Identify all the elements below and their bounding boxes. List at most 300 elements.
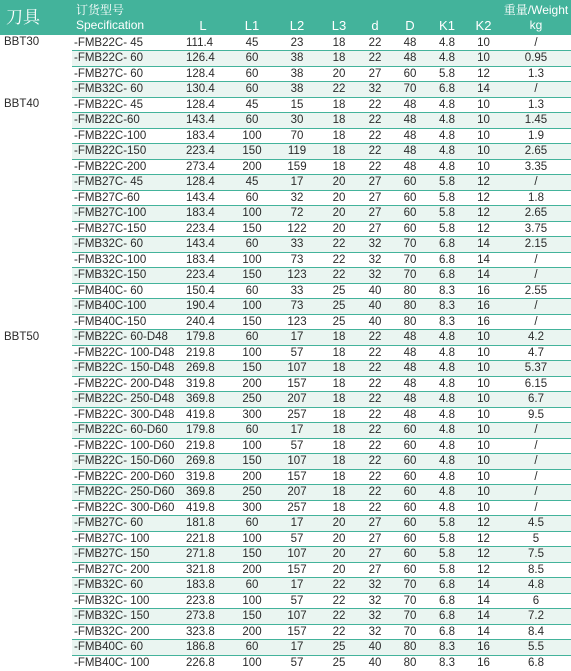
cell-l3: 22 [320,268,358,284]
cell-d-large: 80 [392,299,428,315]
header-k2: K2 [475,18,492,33]
cell-l1: 150 [230,314,274,330]
cell-l3: 20 [320,531,358,547]
cell-d-small: 32 [358,609,392,625]
cell-d-small: 22 [358,128,392,144]
cell-d-small: 32 [358,268,392,284]
cell-d-small: 40 [358,640,392,656]
cell-l3: 18 [320,438,358,454]
cell-l3: 18 [320,376,358,392]
cell-l1: 60 [230,283,274,299]
cell-l: 219.8 [176,438,230,454]
table-row [0,175,571,191]
cell-k2: 12 [466,175,501,191]
cell-l1: 100 [230,206,274,222]
header-weight-unit: kg [529,18,543,32]
cell-l2: 17 [274,330,320,346]
cell-l1: 100 [230,531,274,547]
table-row [0,376,571,392]
header-l: L [199,18,207,33]
cell-weight: 9.5 [501,407,571,423]
cell-k2: 10 [466,97,501,113]
cell-k2: 16 [466,283,501,299]
cell-d-large: 48 [392,407,428,423]
cell-d-small: 22 [358,392,392,408]
cell-spec: -FMB32C- 200 [72,624,176,640]
cell-l3: 20 [320,190,358,206]
header-weight [501,0,571,35]
cell-l: 323.8 [176,624,230,640]
cell-d-large: 70 [392,609,428,625]
table-row [0,593,571,609]
cell-k1: 6.8 [428,609,466,625]
cell-l: 190.4 [176,299,230,315]
table-row [0,624,571,640]
header-spec-en: Specification [76,18,145,32]
table-row [0,314,571,330]
cell-l2: 17 [274,423,320,439]
cell-weight: 4.7 [501,345,571,361]
cell-d-large: 60 [392,423,428,439]
cell-k2: 14 [466,268,501,284]
table-row [0,144,571,160]
cell-l1: 150 [230,361,274,377]
cell-spec: -FMB32C-100 [72,252,176,268]
cell-l2: 57 [274,438,320,454]
cell-weight: 7.5 [501,547,571,563]
cell-l1: 60 [230,66,274,82]
cell-spec: -FMB22C- 60 [72,51,176,67]
cell-l1: 100 [230,655,274,671]
cell-spec: -FMB32C-150 [72,268,176,284]
cell-spec: -FMB40C-100 [72,299,176,315]
cell-spec: -FMB22C- 60-D48 [72,330,176,346]
cell-k2: 12 [466,206,501,222]
cell-k1: 6.8 [428,237,466,253]
cell-l1: 60 [230,330,274,346]
cell-d-large: 60 [392,438,428,454]
cell-k1: 5.8 [428,562,466,578]
cell-l2: 38 [274,66,320,82]
cell-k2: 16 [466,299,501,315]
cell-l1: 100 [230,299,274,315]
cell-l2: 33 [274,237,320,253]
cell-spec: -FMB32C- 60 [72,237,176,253]
cell-l1: 150 [230,547,274,563]
cell-d-small: 22 [358,361,392,377]
cell-l: 273.8 [176,609,230,625]
cell-spec: -FMB40C- 100 [72,655,176,671]
cell-d-small: 32 [358,624,392,640]
cell-d-small: 27 [358,516,392,532]
header-spec-cn: 订货型号 [76,3,125,17]
cell-k2: 12 [466,66,501,82]
cell-k2: 12 [466,547,501,563]
cell-l1: 150 [230,609,274,625]
cell-l: 150.4 [176,283,230,299]
cell-l1: 60 [230,113,274,129]
cell-weight: 1.3 [501,97,571,113]
cell-weight: / [501,252,571,268]
cell-d-small: 22 [368,36,382,49]
cell-spec: -FMB22C- 100-D48 [74,346,175,359]
cell-l3: 18 [320,113,358,129]
cell-l1: 60 [230,51,274,67]
table-row [0,609,571,625]
cell-k1: 4.8 [428,144,466,160]
cell-l3: 20 [320,221,358,237]
cell-l: 419.8 [176,500,230,516]
cell-l: 419.8 [176,407,230,423]
cell-l3: 22 [320,624,358,640]
cell-l1: 45 [230,175,274,191]
table-row [0,51,571,67]
cell-l3: 22 [320,593,358,609]
cell-k2: 12 [466,531,501,547]
cell-spec: -FMB22C-200 [72,159,176,175]
header-row [0,0,571,35]
cell-d-large: 60 [392,547,428,563]
cell-k1: 4.8 [428,392,466,408]
cell-weight: / [501,423,571,439]
cell-k2: 10 [466,159,501,175]
cell-l3: 18 [320,500,358,516]
cell-l2: 159 [274,159,320,175]
cell-l3: 18 [320,485,358,501]
cell-l2: 123 [274,268,320,284]
cell-l2: 57 [274,593,320,609]
cell-l3: 18 [320,407,358,423]
cell-k2: 10 [466,51,501,67]
cell-k2: 10 [466,469,501,485]
cell-k1: 4.8 [428,469,466,485]
table-row [0,82,571,98]
table-row [0,66,571,82]
cell-d-large: 60 [392,175,428,191]
cell-l1: 60 [230,516,274,532]
table-row [0,237,571,253]
table-row [0,283,571,299]
cell-l1: 100 [230,345,274,361]
cell-d-small: 32 [358,578,392,594]
cell-l: 186.8 [176,640,230,656]
cell-l1: 150 [230,144,274,160]
cell-spec: -FMB22C-60 [72,113,176,129]
cell-l3: 18 [320,454,358,470]
cell-l1: 60 [230,82,274,98]
table-row [0,35,571,51]
cell-l2: 123 [274,314,320,330]
cell-k2: 16 [466,314,501,330]
cell-k1: 6.8 [428,578,466,594]
cell-l3: 22 [320,578,358,594]
cell-weight: 5 [501,531,571,547]
cell-k2: 10 [466,345,501,361]
cell-l3: 18 [320,423,358,439]
cell-l3: 18 [320,345,358,361]
cell-weight: 2.55 [501,283,571,299]
cell-k2: 14 [466,624,501,640]
cell-l2: 107 [274,609,320,625]
cell-k1: 5.8 [428,206,466,222]
header-l1: L1 [244,18,260,33]
cell-d-large: 80 [392,655,428,671]
cell-spec: -FMB40C- 60 [72,283,176,299]
cell-l3: 20 [320,547,358,563]
cell-d-small: 22 [358,330,392,346]
cell-d-small: 27 [358,190,392,206]
cell-l3: 18 [320,97,358,113]
header-tool: 刀具 [6,8,40,27]
cell-l: 128.4 [176,66,230,82]
cell-spec: -FMB27C- 200 [72,562,176,578]
table-row [0,252,571,268]
cell-l2: 72 [274,206,320,222]
cell-spec: -FMB27C-100 [72,206,176,222]
table-row [0,454,571,470]
cell-l: 219.8 [176,345,230,361]
cell-l: 369.8 [176,485,230,501]
cell-weight: 6.8 [501,655,571,671]
cell-spec: -FMB22C- 300-D48 [74,408,175,421]
cell-l2: 157 [274,376,320,392]
cell-d-small: 27 [358,547,392,563]
cell-d-large: 48 [392,376,428,392]
cell-d-large: 48 [392,361,428,377]
cell-weight: / [501,500,571,516]
cell-weight: / [501,82,571,98]
table-body [0,35,571,671]
cell-k1: 6.8 [428,624,466,640]
cell-l: 319.8 [176,469,230,485]
cell-k2: 10 [466,113,501,129]
cell-d-small: 22 [358,376,392,392]
table-row [0,500,571,516]
cell-l3: 18 [332,36,346,49]
cell-l2: 32 [274,190,320,206]
cell-d-large: 48 [392,113,428,129]
cell-spec: -FMB32C- 60 [72,82,176,98]
cell-d-large: 70 [392,268,428,284]
cell-k1: 4.8 [428,454,466,470]
tool-label: BBT50 [0,330,72,671]
cell-l: 271.8 [176,547,230,563]
cell-d-large: 80 [392,640,428,656]
cell-d-small: 22 [358,144,392,160]
cell-k1: 5.8 [428,531,466,547]
tool-label: BBT40 [0,97,72,330]
cell-k1: 6.8 [428,82,466,98]
table-row [0,438,571,454]
cell-d-small: 27 [358,175,392,191]
cell-weight: / [501,454,571,470]
cell-k1: 4.8 [428,159,466,175]
cell-l2: 157 [274,624,320,640]
cell-d-large: 70 [392,252,428,268]
cell-d-small: 22 [358,345,392,361]
cell-spec: -FMB27C-60 [72,190,176,206]
cell-spec: -FMB22C- 250-D60 [74,486,175,499]
cell-l2: 157 [274,469,320,485]
cell-k2: 10 [466,485,501,501]
cell-l2: 17 [274,578,320,594]
cell-l: 183.4 [176,252,230,268]
cell-k2: 10 [466,500,501,516]
cell-d-large: 70 [392,624,428,640]
table-row [0,469,571,485]
cell-l1: 200 [230,624,274,640]
cell-spec: -FMB22C- 150-D48 [74,362,175,375]
cell-k1: 4.8 [428,330,466,346]
cell-k2: 12 [466,221,501,237]
cell-l1: 250 [230,392,274,408]
cell-d-small: 40 [358,655,392,671]
cell-l3: 20 [320,562,358,578]
cell-d-large: 80 [392,283,428,299]
cell-d-large: 80 [392,314,428,330]
cell-l: 269.8 [176,454,230,470]
cell-l3: 18 [320,144,358,160]
cell-k1: 5.8 [428,175,466,191]
cell-l1: 60 [230,640,274,656]
cell-l: 130.4 [176,82,230,98]
cell-k1: 4.8 [428,438,466,454]
table-row [0,159,571,175]
cell-k1: 5.8 [428,547,466,563]
cell-spec: -FMB27C- 45 [72,175,176,191]
cell-spec: -FMB22C- 300-D60 [74,501,175,514]
cell-k1: 4.8 [428,128,466,144]
cell-l2: 73 [274,299,320,315]
cell-d-large: 48 [392,144,428,160]
cell-l1: 150 [230,454,274,470]
cell-weight: / [501,438,571,454]
cell-l2: 107 [274,454,320,470]
cell-k1: 8.3 [428,283,466,299]
cell-l3: 22 [320,252,358,268]
cell-d-large: 60 [392,190,428,206]
cell-spec: -FMB32C- 100 [72,593,176,609]
header-d-large: D [405,18,415,33]
cell-d-small: 22 [358,485,392,501]
cell-l2: 57 [274,345,320,361]
cell-l3: 20 [320,516,358,532]
cell-l3: 20 [320,66,358,82]
cell-l2: 23 [290,36,304,49]
cell-l: 183.4 [176,206,230,222]
cell-d-large: 60 [392,206,428,222]
cell-d-large: 70 [392,82,428,98]
table-row [0,206,571,222]
cell-weight: / [501,299,571,315]
cell-weight: 6.15 [501,376,571,392]
cell-d-large: 60 [392,485,428,501]
cell-k1: 5.8 [428,516,466,532]
cell-d-large: 60 [392,500,428,516]
cell-d-small: 27 [358,221,392,237]
cell-d-small: 40 [358,314,392,330]
cell-d-small: 27 [358,206,392,222]
cell-l3: 18 [320,361,358,377]
cell-l: 143.4 [176,113,230,129]
cell-l: 111.4 [186,36,214,49]
cell-k2: 12 [466,516,501,532]
cell-weight: 2.15 [501,237,571,253]
cell-k2: 14 [466,578,501,594]
cell-l1: 60 [230,423,274,439]
cell-l2: 57 [274,655,320,671]
cell-spec: -FMB22C- 45 [74,36,144,49]
cell-l: 221.8 [176,531,230,547]
cell-l2: 257 [274,407,320,423]
cell-spec: -FMB27C- 60 [72,516,176,532]
cell-weight: / [501,175,571,191]
cell-l3: 22 [320,609,358,625]
cell-d-large: 60 [392,66,428,82]
cell-weight: 3.75 [501,221,571,237]
cell-spec: -FMB27C-150 [72,221,176,237]
cell-l1: 300 [230,407,274,423]
cell-d-large: 48 [392,345,428,361]
cell-l1: 45 [245,36,259,49]
header-l2: L2 [289,18,305,33]
cell-spec: -FMB22C- 150-D60 [74,455,175,468]
cell-l: 128.4 [176,97,230,113]
tool-label: BBT30 [0,35,72,97]
cell-d-large: 48 [392,159,428,175]
table-row [0,345,571,361]
cell-weight: 3.35 [501,159,571,175]
cell-weight: 8.5 [501,562,571,578]
cell-l2: 257 [274,500,320,516]
table-row [0,113,571,129]
cell-l: 223.4 [176,221,230,237]
cell-l3: 25 [320,299,358,315]
cell-k2: 10 [466,392,501,408]
cell-l: 223.8 [176,593,230,609]
cell-l2: 38 [274,51,320,67]
cell-k2: 10 [466,330,501,346]
cell-k2: 14 [466,237,501,253]
cell-d-large: 48 [392,97,428,113]
cell-d-large: 70 [392,578,428,594]
cell-k1: 4.8 [428,376,466,392]
cell-l2: 119 [274,144,320,160]
cell-l2: 107 [274,361,320,377]
cell-l1: 100 [230,438,274,454]
cell-l2: 57 [274,531,320,547]
cell-l3: 18 [320,51,358,67]
cell-spec: -FMB22C- 45 [72,97,176,113]
cell-k1: 6.8 [428,593,466,609]
cell-l1: 45 [230,97,274,113]
cell-weight: 1.45 [501,113,571,129]
cell-l3: 22 [320,237,358,253]
cell-l1: 200 [230,159,274,175]
cell-d-large: 48 [403,36,417,49]
cell-l2: 17 [274,640,320,656]
cell-l: 226.8 [176,655,230,671]
cell-l: 223.4 [176,268,230,284]
cell-l3: 18 [320,128,358,144]
cell-l: 183.4 [176,128,230,144]
cell-spec: -FMB27C- 100 [72,531,176,547]
table-row [0,128,571,144]
cell-k2: 16 [466,640,501,656]
cell-l2: 38 [274,82,320,98]
cell-d-small: 32 [358,593,392,609]
cell-l: 179.8 [176,423,230,439]
